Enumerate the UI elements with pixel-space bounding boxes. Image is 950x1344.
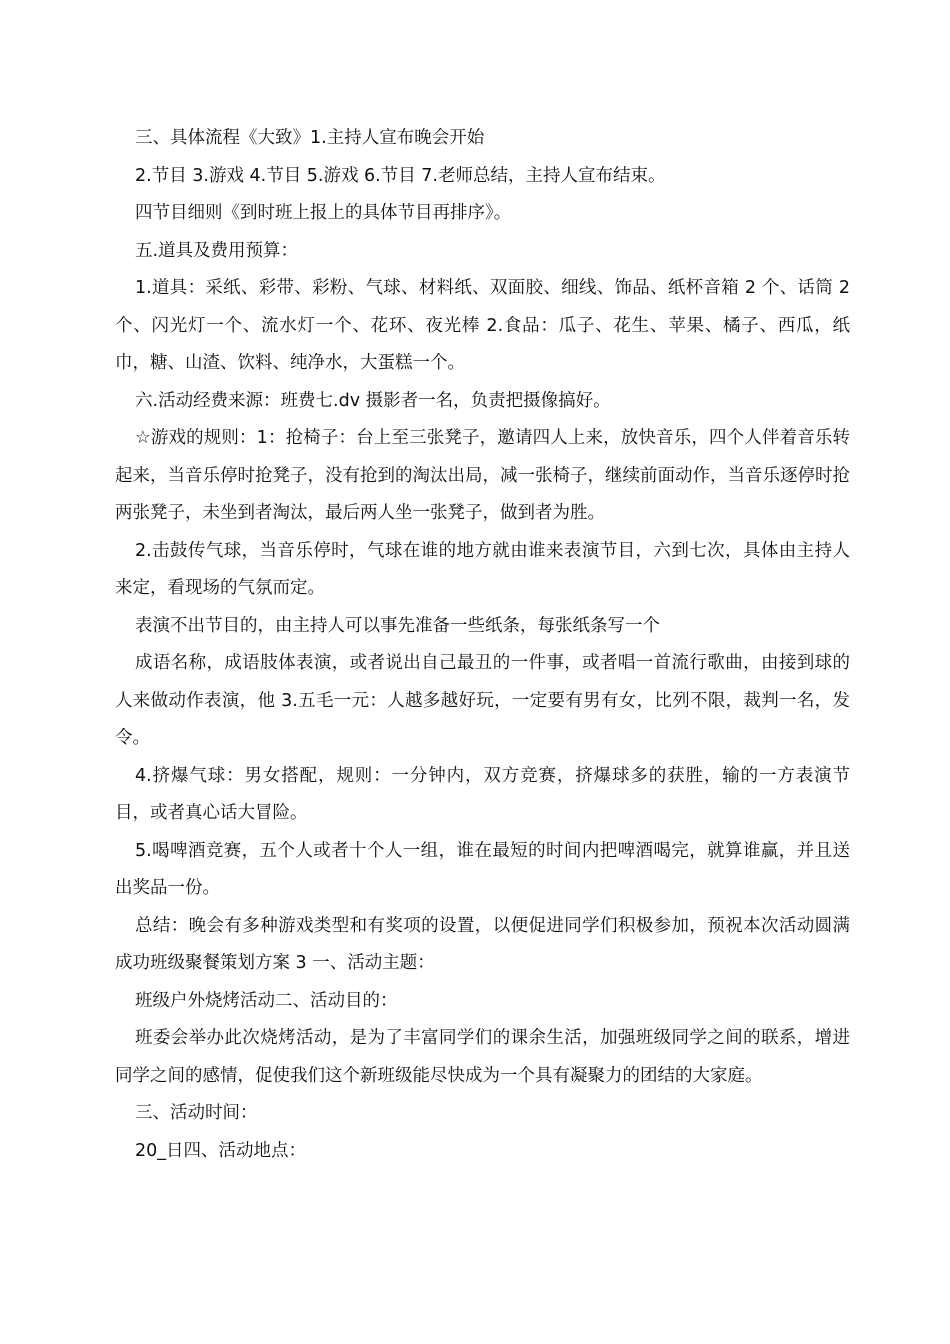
paragraph-funding-source: 六.活动经费来源：班费七.dv 摄影者一名，负责把摄像搞好。 [135,390,611,411]
paragraph-process-heading: 三、具体流程《大致》1.主持人宣布晚会开始 [135,128,485,148]
paragraph-game-rules-4: 4.挤爆气球：男女搭配，规则：一分钟内，双方竞赛，挤爆球多的获胜，输的一方表演节目，或者真心话大冒险。 [115,765,850,823]
paragraph-props-list: 1.道具：采纸、彩带、彩粉、气球、材料纸、双面胶、细线、饰品、纸杯音箱 2 个、话筒 2 个、闪光灯一个、流水灯一个、花环、夜光棒 2.食品：瓜子、花生、苹果、橘子、西瓜，纸巾，糖、山渣、饮料、纯净水，大蛋糕一个。 [115,278,850,373]
paragraph-activity-time-heading: 三、活动时间： [135,1103,258,1123]
document-body [115,120,850,1170]
paragraph-budget-heading: 五.道具及费用预算： [135,240,299,261]
paragraph-game-rules-2: 2.击鼓传气球，当音乐停时，气球在谁的地方就由谁来表演节目，六到七次，具体由主持人来定，看现场的气氛而定。 [115,540,850,598]
paragraph-activity-purpose-heading: 班级户外烧烤活动二、活动目的： [135,990,398,1011]
paragraph-game-rules-5: 5.喝啤酒竞赛，五个人或者十个人一组，谁在最短的时间内把啤酒喝完，就算谁赢，并且送出奖品一份。 [115,840,850,898]
paragraph-summary: 总结：晚会有多种游戏类型和有奖项的设置，以便促进同学们积极参加，预祝本次活动圆满成功班级聚餐策划方案 3 一、活动主题： [115,915,850,973]
paragraph-penalty-intro: 表演不出节目的，由主持人可以事先准备一些纸条，每张纸条写一个 [135,615,660,636]
paragraph-penalty-options: 成语名称，成语肢体表演，或者说出自己最丑的一件事，或者唱一首流行歌曲，由接到球的人来做动作表演，他 3.五毛一元：人越多越好玩，一定要有男有女，比列不限，裁判一名，发令。 [115,653,850,748]
paragraph-activity-purpose: 班委会举办此次烧烤活动，是为了丰富同学们的课余生活，加强班级同学之间的联系，增进同学之间的感情，促使我们这个新班级能尽快成为一个具有凝聚力的团结的大家庭。 [115,1028,850,1086]
paragraph-game-rules-1: ☆游戏的规则：1：抢椅子：台上至三张凳子，邀请四人上来，放快音乐，四个人伴着音乐转起来，当音乐停时抢凳子，没有抢到的淘汰出局，减一张椅子，继续前面动作，当音乐逐停时抢两张凳子，未坐到者淘汰，最后两人坐一张凳子，做到者为胜。 [115,428,850,523]
paragraph-process-steps: 2.节目 3.游戏 4.节目 5.游戏 6.节目 7.老师总结，主持人宣布结束。 [135,165,666,186]
paragraph-activity-location: 20_日四、活动地点： [135,1140,307,1161]
paragraph-program-details: 四节目细则《到时班上报上的具体节目再排序》。 [135,203,512,223]
